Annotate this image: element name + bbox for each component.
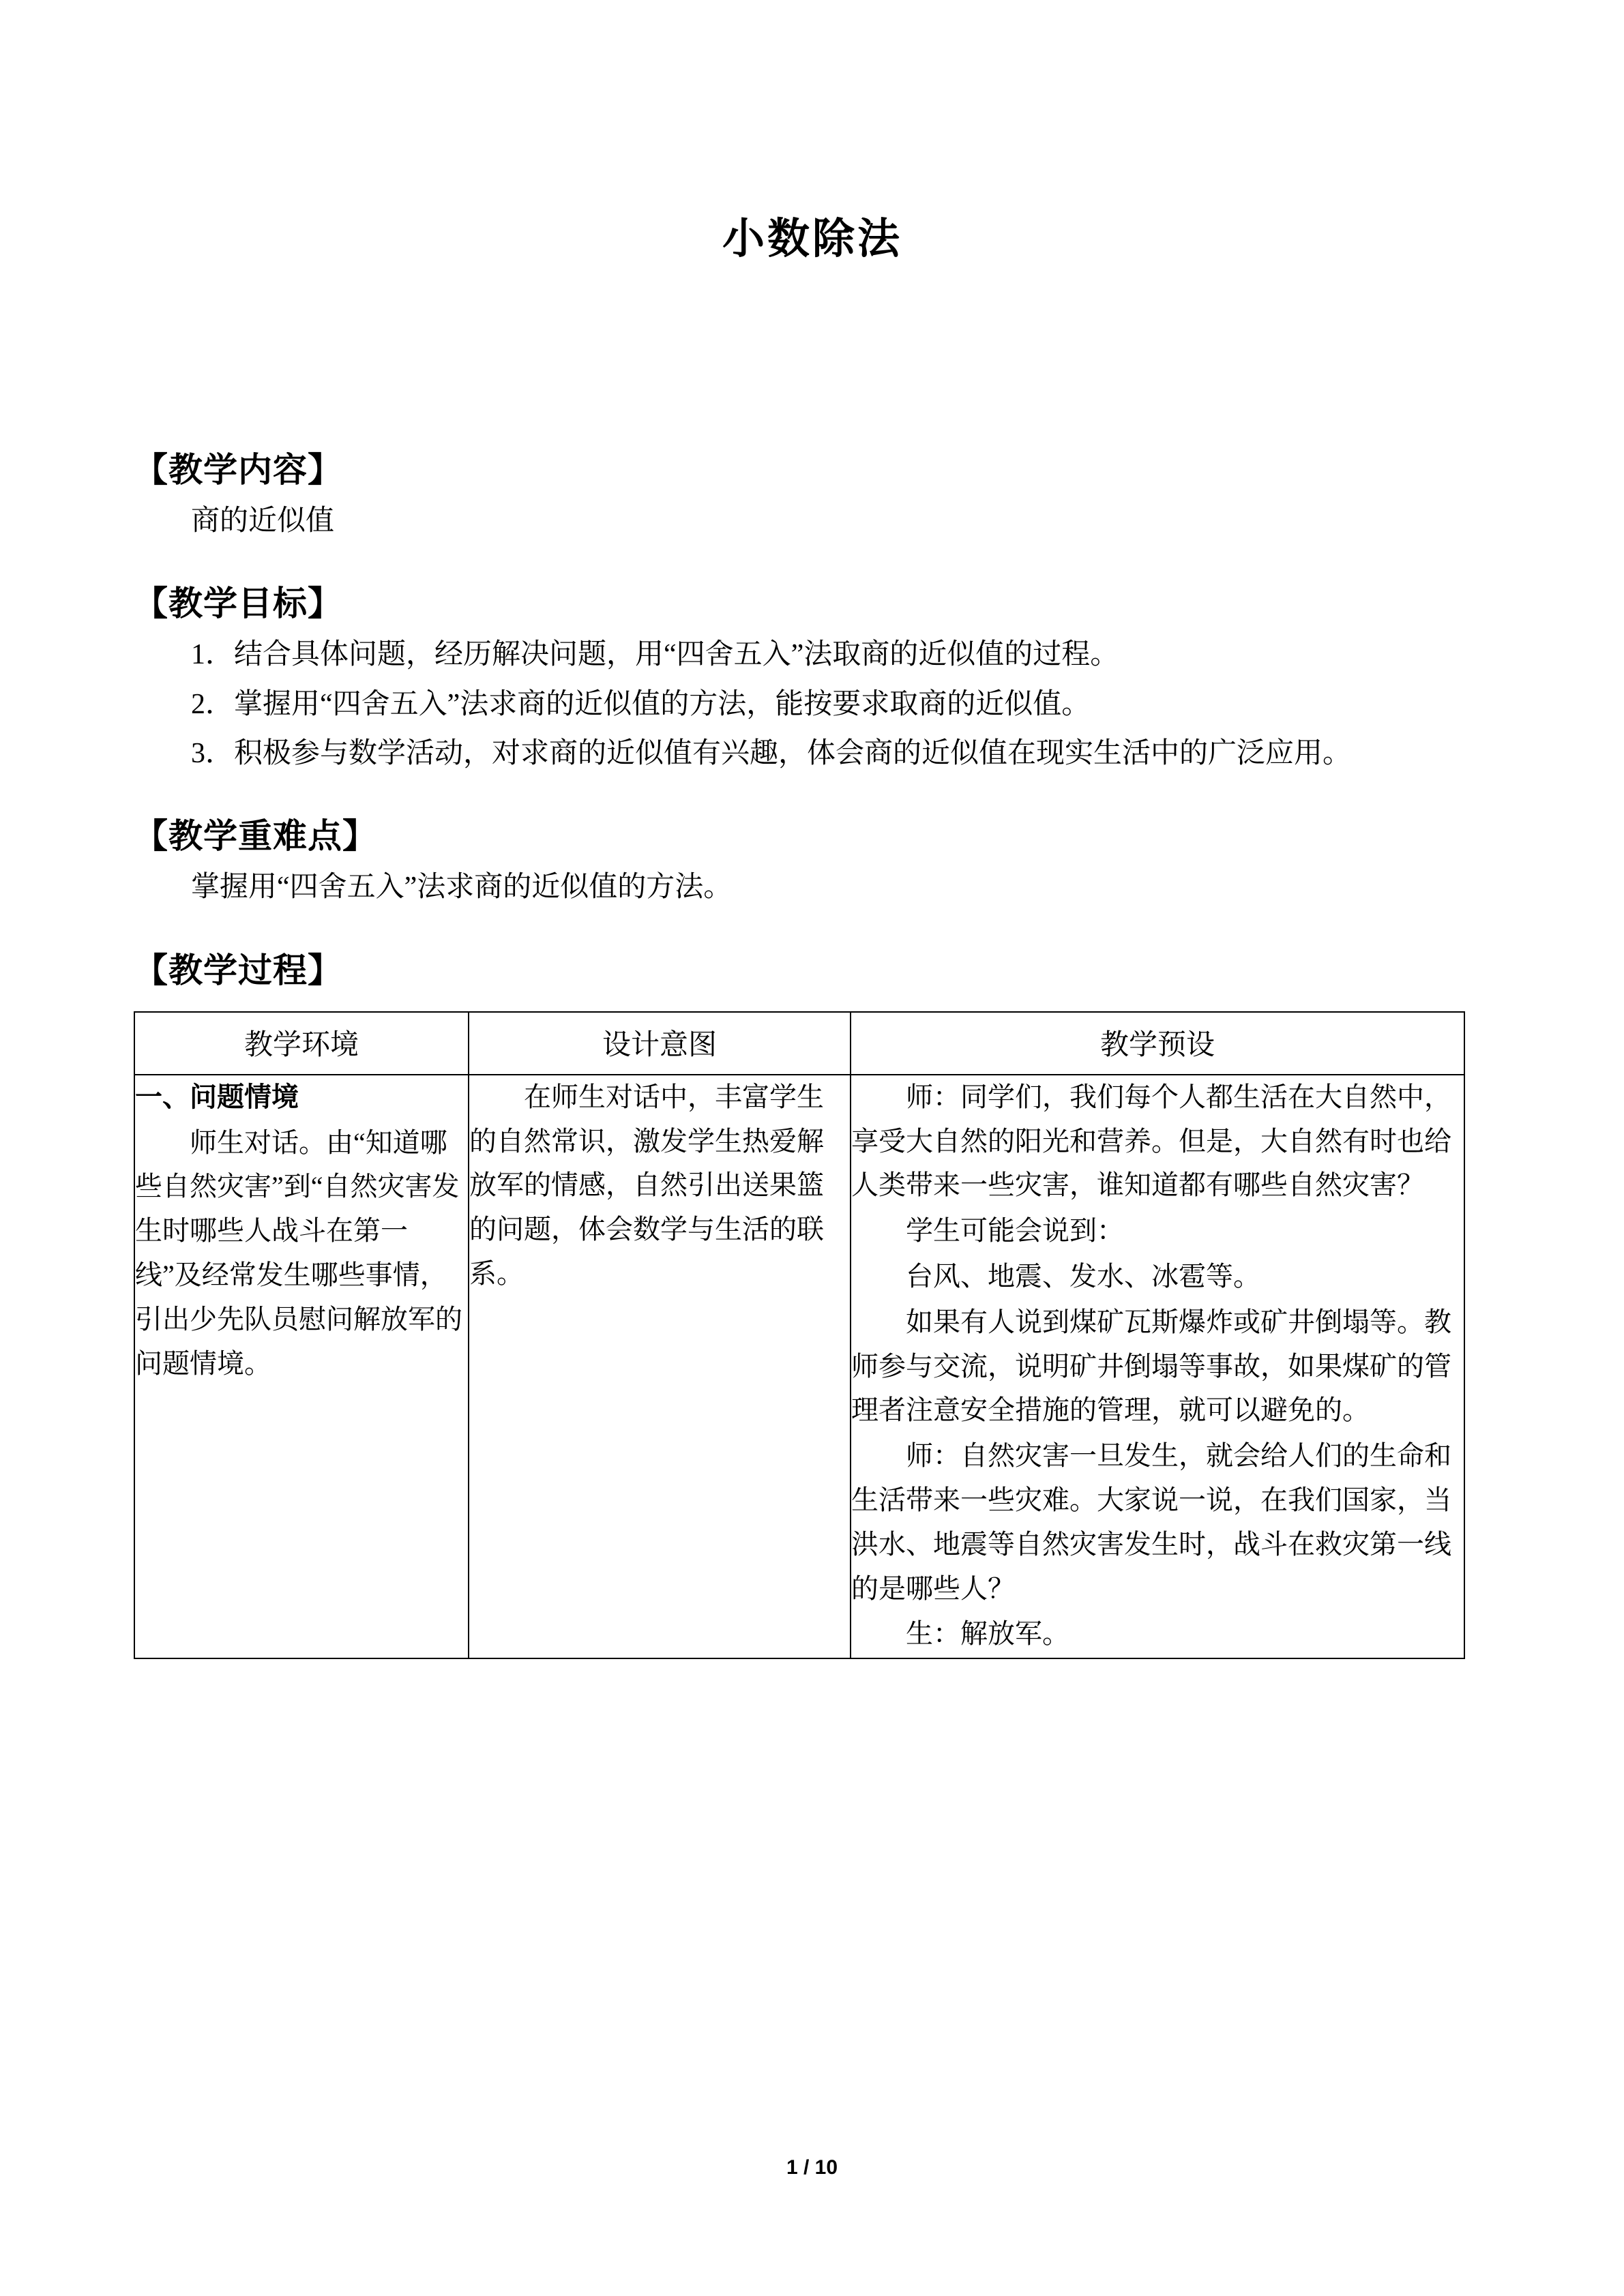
page-footer: 1 / 10 — [786, 2156, 838, 2179]
environment-subheading: 一、问题情境 — [135, 1082, 299, 1112]
presupposition-paragraph-1: 师：同学们，我们每个人都生活在大自然中，享受大自然的阳光和营养。但是，大自然有时也给人类带来一些灾害，谁知道都有哪些自然灾害？ — [851, 1081, 1451, 1201]
presupposition-paragraph-3: 台风、地震、发水、冰雹等。 — [906, 1260, 1260, 1292]
section-heading-teaching-goals: 【教学目标】 — [134, 584, 342, 623]
presupposition-paragraph-6: 生：解放军。 — [906, 1618, 1069, 1650]
table-row — [134, 1075, 1464, 1658]
teaching-goal-2: 2．掌握用“四舍五入”法求商的近似值的方法，能按要求取商的近似值。 — [191, 688, 1091, 720]
teaching-content-line: 商的近似值 — [191, 505, 335, 537]
column-header-environment: 教学环境 — [134, 1012, 469, 1075]
environment-paragraph: 师生对话。由“知道哪些自然灾害”到“自然灾害发生时哪些人战斗在第一线”及经常发生哪些事情，引出少先队员慰问解放军的问题情境。 — [135, 1127, 462, 1379]
cell-design-intent — [469, 1075, 851, 1658]
key-points-line: 掌握用“四舍五入”法求商的近似值的方法。 — [191, 871, 733, 904]
presupposition-paragraph-5: 师：自然灾害一旦发生，就会给人们的生命和生活带来一些灾难。大家说一说，在我们国家，当洪水、地震等自然灾害发生时，战斗在救灾第一线的是哪些人？ — [851, 1440, 1451, 1604]
section-heading-key-points: 【教学重难点】 — [134, 817, 377, 856]
column-header-intent: 设计意图 — [469, 1012, 851, 1075]
presupposition-paragraph-4: 如果有人说到煤矿瓦斯爆炸或矿井倒塌等。教师参与交流，说明矿井倒塌等事故，如果煤矿的管理者注意安全措施的管理，就可以避免的。 — [851, 1306, 1451, 1426]
presupposition-paragraph-2: 学生可能会说到： — [906, 1215, 1124, 1247]
teaching-goal-1: 1．结合具体问题，经历解决问题，用“四舍五入”法取商的近似值的过程。 — [191, 639, 1119, 671]
intent-paragraph: 在师生对话中，丰富学生的自然常识，激发学生热爱解放军的情感，自然引出送果篮的问题，体会数学与生活的联系。 — [469, 1081, 824, 1289]
cell-teaching-presupposition — [851, 1075, 1464, 1658]
page-content — [134, 0, 1491, 1659]
column-header-presupposition: 教学预设 — [851, 1012, 1464, 1075]
teaching-process-table — [134, 1011, 1465, 1659]
section-heading-teaching-content: 【教学内容】 — [134, 451, 342, 489]
section-heading-teaching-process: 【教学过程】 — [134, 951, 342, 989]
teaching-goal-3 — [134, 731, 1491, 776]
page-title: 小数除法 — [722, 215, 902, 263]
teaching-goal-3-text: 3．积极参与数学活动，对求商的近似值有兴趣，体会商的近似值在现实生活中的广泛应用。 — [191, 738, 1352, 770]
table-header-row — [134, 1012, 1464, 1075]
cell-teaching-environment — [134, 1075, 469, 1658]
